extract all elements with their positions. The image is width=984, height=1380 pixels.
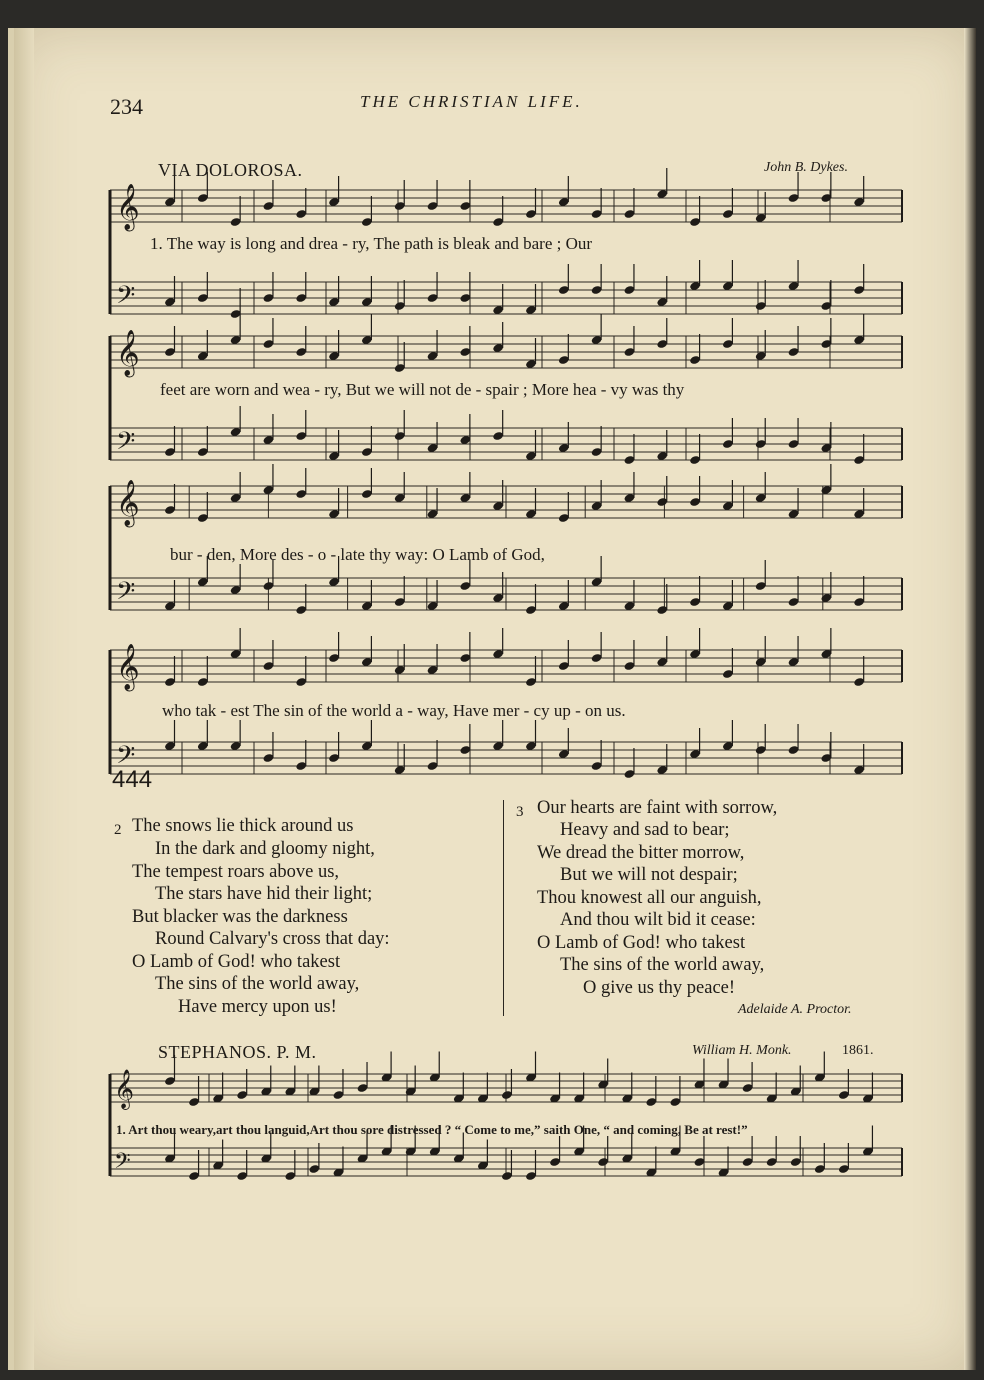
- verse-line: O Lamb of God! who takest: [132, 952, 341, 972]
- bass-staff: [110, 742, 902, 774]
- author-credit: Adelaide A. Proctor.: [738, 1002, 852, 1017]
- lyric-line-4: who tak - est The sin of the world a - way, Have mer - cy up - on us.: [162, 701, 626, 720]
- column-divider: [503, 800, 504, 1016]
- verse-line: Heavy and sad to bear;: [560, 820, 730, 840]
- verse-line: O give us thy peace!: [583, 978, 736, 998]
- verse-line: The stars have hid their light;: [155, 884, 373, 904]
- bass-clef-icon: 𝄢: [116, 577, 136, 612]
- verse-line: The sins of the world away,: [155, 974, 360, 994]
- verse-line: Thou knowest all our anguish,: [537, 888, 762, 908]
- running-header: THE CHRISTIAN LIFE.: [360, 92, 583, 111]
- verse-line: The tempest roars above us,: [132, 862, 340, 882]
- page-number: 234: [110, 94, 143, 119]
- bass-clef-icon: 𝄢: [116, 427, 136, 462]
- treble-clef-icon: 𝄞: [116, 644, 140, 690]
- verse-line: The sins of the world away,: [560, 955, 765, 975]
- bass-clef-icon: 𝄢: [114, 1149, 131, 1179]
- bass-staff: [110, 428, 902, 460]
- treble-clef-icon: 𝄞: [116, 480, 140, 526]
- verse-line: And thou wilt bid it cease:: [560, 910, 756, 930]
- treble-staff: [110, 190, 902, 222]
- tune-title-stephanos: STEPHANOS. P. M.: [158, 1042, 317, 1062]
- treble-clef-icon: 𝄞: [116, 330, 140, 376]
- verse-line: In the dark and gloomy night,: [155, 839, 375, 859]
- verse-line: But we will not despair;: [560, 865, 738, 885]
- bass-clef-icon: 𝄢: [116, 281, 136, 316]
- bass-clef-icon: 𝄢: [116, 741, 136, 776]
- verse-2-number: 2: [114, 822, 122, 838]
- lyric-line-2: feet are worn and wea - ry, But we will not de - spair ; More hea - vy was thy: [160, 380, 685, 399]
- bass-staff: [110, 282, 902, 314]
- treble-clef-icon: 𝄞: [116, 184, 140, 230]
- treble-clef-icon: 𝄞: [114, 1069, 135, 1109]
- verse-3-number: 3: [516, 804, 524, 820]
- verse-line: The snows lie thick around us: [132, 816, 354, 836]
- verse-line: Have mercy upon us!: [178, 997, 337, 1017]
- lyric-line-stephanos: 1. Art thou weary,art thou languid,Art thou sore distressed ? “ Come to me,” saith One, “ and coming, Be at rest!”: [116, 1122, 748, 1137]
- treble-staff: [110, 650, 902, 682]
- composer-dykes: John B. Dykes.: [764, 160, 848, 175]
- verse-line: Round Calvary's cross that day:: [155, 929, 390, 949]
- treble-staff: [110, 336, 902, 368]
- verse-line: O Lamb of God! who takest: [537, 933, 746, 953]
- composer-monk: William H. Monk.: [692, 1043, 792, 1058]
- verse-line: Our hearts are faint with sorrow,: [537, 798, 778, 818]
- verse-line: We dread the bitter morrow,: [537, 843, 745, 863]
- verse-line: But blacker was the darkness: [132, 907, 348, 927]
- lyric-line-3: bur - den, More des - o - late thy way: O Lamb of God,: [170, 545, 545, 564]
- composer-year: 1861.: [842, 1043, 874, 1058]
- tune-title-via-dolorosa: VIA DOLOROSA.: [158, 160, 303, 180]
- lyric-line-1: 1. The way is long and drea - ry, The path is bleak and bare ; Our: [150, 234, 593, 253]
- hymn-number: 444: [112, 766, 153, 793]
